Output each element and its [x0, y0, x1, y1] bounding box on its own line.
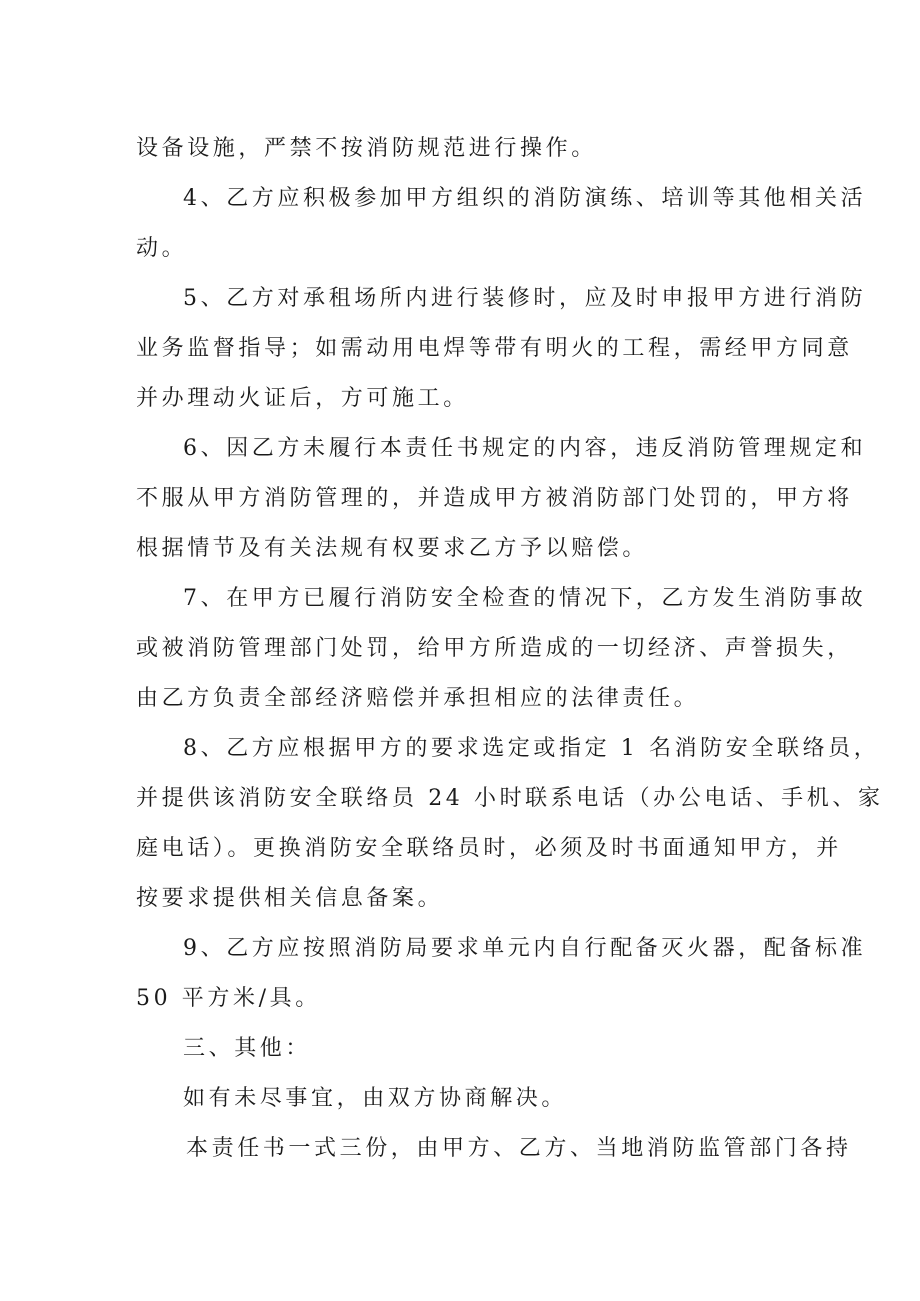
section-heading: 三、其他：	[183, 1036, 312, 1061]
text-line: 动。	[136, 236, 188, 261]
text-line: 由乙方负责全部经济赔偿并承担相应的法律责任。	[136, 686, 700, 711]
text-line: 不服从甲方消防管理的，并造成甲方被消防部门处罚的，甲方将	[136, 486, 853, 511]
text-line: 7、在甲方已履行消防安全检查的情况下，乙方发生消防事故	[183, 586, 867, 611]
text-line: 4、乙方应积极参加甲方组织的消防演练、培训等其他相关活	[183, 186, 867, 211]
text-line: 按要求提供相关信息备案。	[136, 886, 444, 911]
text-line: 设备设施，严禁不按消防规范进行操作。	[136, 136, 597, 161]
text-line: 本责任书一式三份，由甲方、乙方、当地消防监管部门各持	[186, 1136, 852, 1161]
text-line: 5、乙方对承租场所内进行装修时，应及时申报甲方进行消防	[183, 286, 867, 311]
text-line: 50 平方米/具。	[136, 986, 321, 1011]
text-line: 庭电话）。更换消防安全联络员时，必须及时书面通知甲方，并	[136, 836, 842, 861]
text-line: 8、乙方应根据甲方的要求选定或指定 1 名消防安全联络员，	[183, 736, 880, 761]
text-line: 如有未尽事宜，由双方协商解决。	[183, 1086, 568, 1111]
text-line: 9、乙方应按照消防局要求单元内自行配备灭火器，配备标准	[183, 936, 867, 961]
text-line: 或被消防管理部门处罚，给甲方所造成的一切经济、声誉损失，	[136, 636, 853, 661]
text-line: 6、因乙方未履行本责任书规定的内容，违反消防管理规定和	[183, 436, 867, 461]
text-line: 业务监督指导；如需动用电焊等带有明火的工程，需经甲方同意	[136, 336, 853, 361]
text-line: 并办理动火证后，方可施工。	[136, 386, 469, 411]
text-line: 并提供该消防安全联络员 24 小时联系电话（办公电话、手机、家	[136, 786, 884, 811]
text-line: 根据情节及有关法规有权要求乙方予以赔偿。	[136, 536, 649, 561]
